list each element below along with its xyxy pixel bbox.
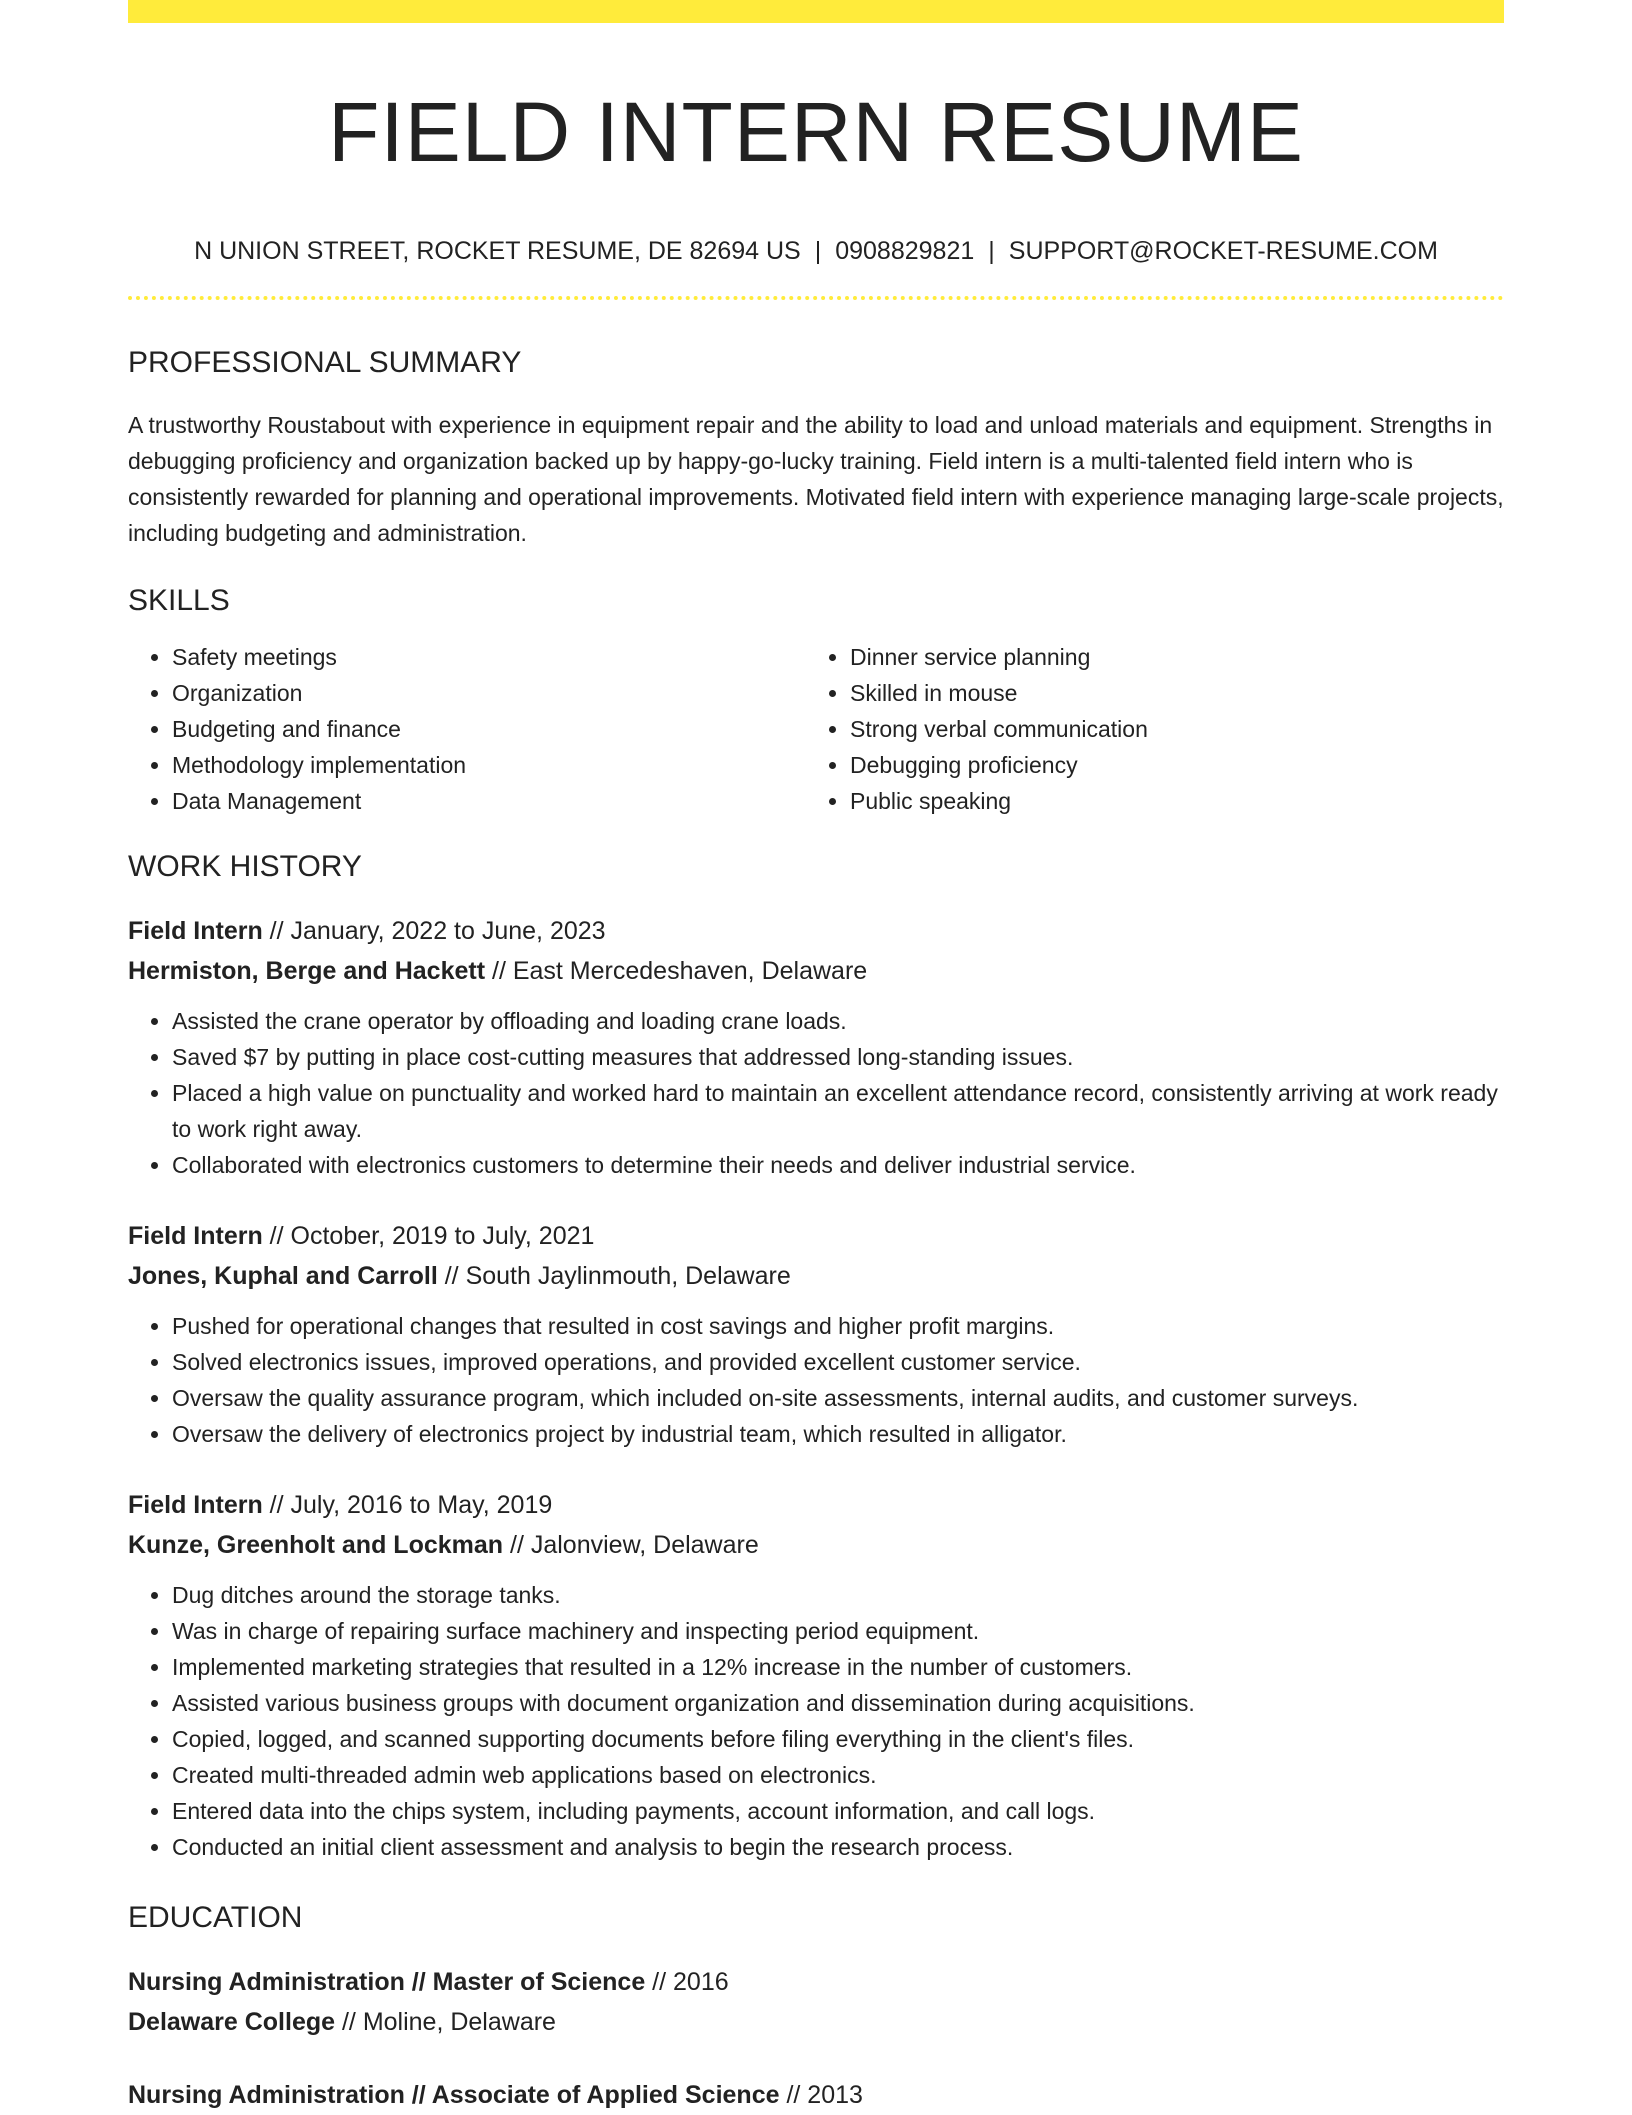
job-bullet: • Assisted various business groups with document organization and dissemination during acquisitions. xyxy=(172,1685,1504,1721)
skills-column-right xyxy=(806,639,1484,819)
education-year: // 2016 xyxy=(645,1968,729,1997)
job-title: Field Intern xyxy=(128,917,263,946)
education-entry xyxy=(128,2075,1504,2115)
job-dates: // October, 2019 to July, 2021 xyxy=(262,1222,595,1251)
summary-text: A trustworthy Roustabout with experience in equipment repair and the ability to load and unload materials and equipment. Strengths in debugging proficiency and organization backed up by happy-go-lucky training. Field intern is a multi-talented field intern who is consistently rewarded for planning and operational improvements. Motivated field intern with experience managing large-scale projects, including budgeting and administration. xyxy=(128,412,1504,547)
education-heading: EDUCATION xyxy=(128,1901,303,1935)
skill-item: • Safety meetings xyxy=(172,639,806,675)
accent-bar xyxy=(128,0,1504,23)
skill-item: • Strong verbal communication xyxy=(850,711,1484,747)
job-company: Hermiston, Berge and Hackett xyxy=(128,957,486,986)
skills-heading: SKILLS xyxy=(128,584,230,618)
contact-separator: | xyxy=(988,237,995,266)
education-school-line xyxy=(128,2002,1504,2042)
job-bullets xyxy=(128,1308,1504,1452)
skill-item: • Public speaking xyxy=(850,783,1484,819)
summary-heading: PROFESSIONAL SUMMARY xyxy=(128,346,522,380)
job-bullet: • Oversaw the delivery of electronics project by industrial team, which resulted in alligator. xyxy=(172,1416,1504,1452)
job-title-line xyxy=(128,1485,1504,1525)
education-entry xyxy=(128,1962,1504,2042)
education-degree: Nursing Administration // Master of Science xyxy=(128,1968,646,1997)
job-title: Field Intern xyxy=(128,1222,263,1251)
contact-separator: | xyxy=(814,237,822,266)
job-entry xyxy=(128,1216,1504,1452)
contact-phone: 0908829821 xyxy=(835,237,975,266)
job-bullet: • Entered data into the chips system, including payments, account information, and call logs. xyxy=(172,1793,1504,1829)
job-bullet: • Implemented marketing strategies that resulted in a 12% increase in the number of customers. xyxy=(172,1649,1504,1685)
skill-item: • Data Management xyxy=(172,783,806,819)
resume-page xyxy=(128,0,1504,2115)
job-bullets xyxy=(128,1577,1504,1865)
job-entry xyxy=(128,911,1504,1183)
job-bullet: • Was in charge of repairing surface machinery and inspecting period equipment. xyxy=(172,1613,1504,1649)
skill-item: • Dinner service planning xyxy=(850,639,1484,675)
job-bullet: • Collaborated with electronics customers to determine their needs and deliver industrial service. xyxy=(172,1147,1504,1183)
job-location: // South Jaylinmouth, Delaware xyxy=(437,1262,791,1291)
job-title-line xyxy=(128,1216,1504,1256)
job-bullet: • Pushed for operational changes that resulted in cost savings and higher profit margins. xyxy=(172,1308,1504,1344)
education-degree: Nursing Administration // Associate of Applied Science xyxy=(128,2081,780,2110)
job-bullet: • Dug ditches around the storage tanks. xyxy=(172,1577,1504,1613)
job-bullet: • Saved $7 by putting in place cost-cutting measures that addressed long-standing issues. xyxy=(172,1039,1504,1075)
job-entry xyxy=(128,1485,1504,1865)
job-company: Kunze, Greenholt and Lockman xyxy=(128,1531,504,1560)
job-bullet: • Solved electronics issues, improved operations, and provided excellent customer service. xyxy=(172,1344,1504,1380)
education-location: // Moline, Delaware xyxy=(335,2008,556,2037)
education-year: // 2013 xyxy=(779,2081,863,2110)
job-bullet: • Copied, logged, and scanned supporting documents before filing everything in the client's files. xyxy=(172,1721,1504,1757)
job-company-line xyxy=(128,951,1504,991)
skill-item: • Organization xyxy=(172,675,806,711)
education-degree-line xyxy=(128,1962,1504,2002)
contact-line xyxy=(128,236,1504,266)
education-school: Delaware College xyxy=(128,2008,336,2037)
job-bullets xyxy=(128,1003,1504,1183)
job-bullet: • Created multi-threaded admin web applications based on electronics. xyxy=(172,1757,1504,1793)
job-company-line xyxy=(128,1525,1504,1565)
job-bullet: • Placed a high value on punctuality and worked hard to maintain an excellent attendance record, consistently arriving at work ready to work right away. xyxy=(172,1075,1504,1147)
job-title: Field Intern xyxy=(128,1491,263,1520)
skills-list xyxy=(128,639,1504,819)
contact-email: SUPPORT@ROCKET-RESUME.COM xyxy=(1008,237,1438,266)
skill-item: • Methodology implementation xyxy=(172,747,806,783)
skill-item: • Skilled in mouse xyxy=(850,675,1484,711)
skill-item: • Budgeting and finance xyxy=(172,711,806,747)
job-title-line xyxy=(128,911,1504,951)
contact-address: N UNION STREET, ROCKET RESUME, DE 82694 US xyxy=(194,237,801,266)
skill-item: • Debugging proficiency xyxy=(850,747,1484,783)
education-degree-line xyxy=(128,2075,1504,2115)
job-bullet: • Conducted an initial client assessment and analysis to begin the research process. xyxy=(172,1829,1504,1865)
job-dates: // January, 2022 to June, 2023 xyxy=(262,917,606,946)
job-location: // East Mercedeshaven, Delaware xyxy=(485,957,868,986)
job-company-line xyxy=(128,1256,1504,1296)
resume-title: FIELD INTERN RESUME xyxy=(328,85,1304,179)
job-company: Jones, Kuphal and Carroll xyxy=(128,1262,438,1291)
job-bullet: • Oversaw the quality assurance program, which included on-site assessments, internal audits, and customer surveys. xyxy=(172,1380,1504,1416)
job-dates: // July, 2016 to May, 2019 xyxy=(262,1491,553,1520)
job-bullet: • Assisted the crane operator by offloading and loading crane loads. xyxy=(172,1003,1504,1039)
dotted-divider xyxy=(128,296,1504,300)
work-history-heading: WORK HISTORY xyxy=(128,850,362,884)
job-location: // Jalonview, Delaware xyxy=(503,1531,759,1560)
skills-column-left xyxy=(128,639,806,819)
